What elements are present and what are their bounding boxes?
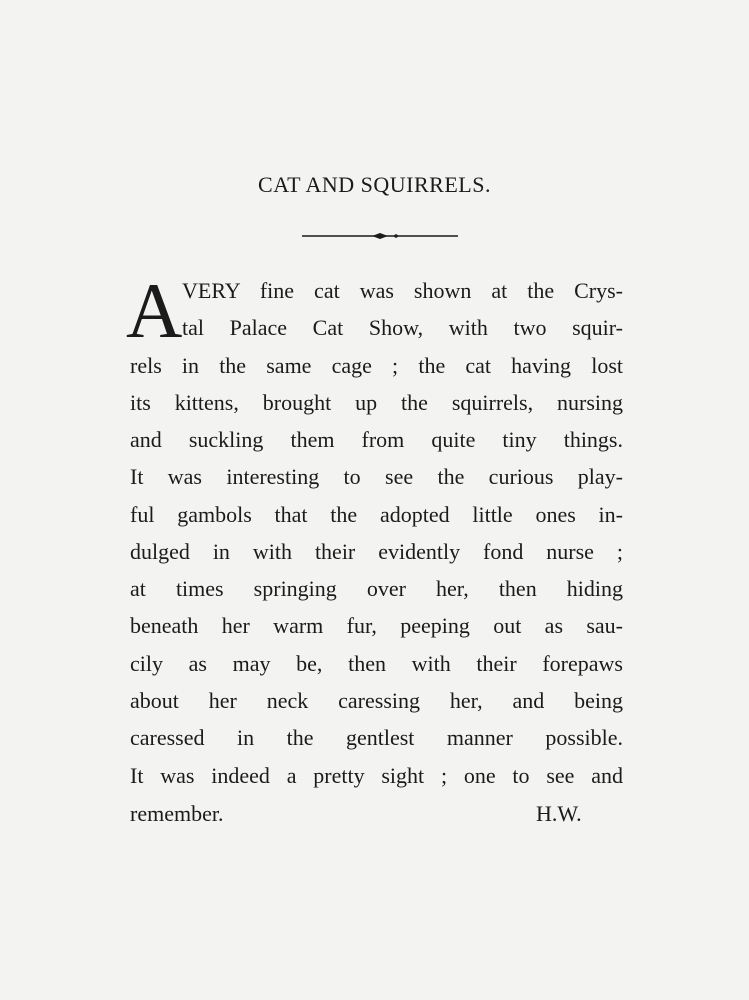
text-line: rels in the same cage ; the cat having lost xyxy=(130,353,623,378)
text-line: It was indeed a pretty sight ; one to see and xyxy=(130,763,623,788)
signature: H.W. xyxy=(536,801,582,826)
title-rule-ornament xyxy=(300,228,460,244)
text-line: about her neck caressing her, and being xyxy=(130,688,623,713)
text-line: ful gambols that the adopted little ones in- xyxy=(130,502,623,527)
text-line: dulged in with their evidently fond nurse ; xyxy=(130,539,623,564)
text-line: caressed in the gentlest manner possible. xyxy=(130,725,623,750)
text-line: and suckling them from quite tiny things. xyxy=(130,427,623,452)
text-line: cily as may be, then with their forepaws xyxy=(130,651,623,676)
text-line: remember. xyxy=(130,801,224,826)
page-title: CAT AND SQUIRRELS. xyxy=(258,172,491,197)
text-line: It was interesting to see the curious play- xyxy=(130,464,623,489)
text-line: at times springing over her, then hiding xyxy=(130,576,623,601)
text-line: its kittens, brought up the squirrels, nursing xyxy=(130,390,623,415)
text-line: beneath her warm fur, peeping out as sau- xyxy=(130,613,623,638)
text-line: tal Palace Cat Show, with two squir- xyxy=(182,315,623,340)
drop-cap: A xyxy=(126,267,183,354)
text-line: VERY fine cat was shown at the Crys- xyxy=(182,278,623,303)
